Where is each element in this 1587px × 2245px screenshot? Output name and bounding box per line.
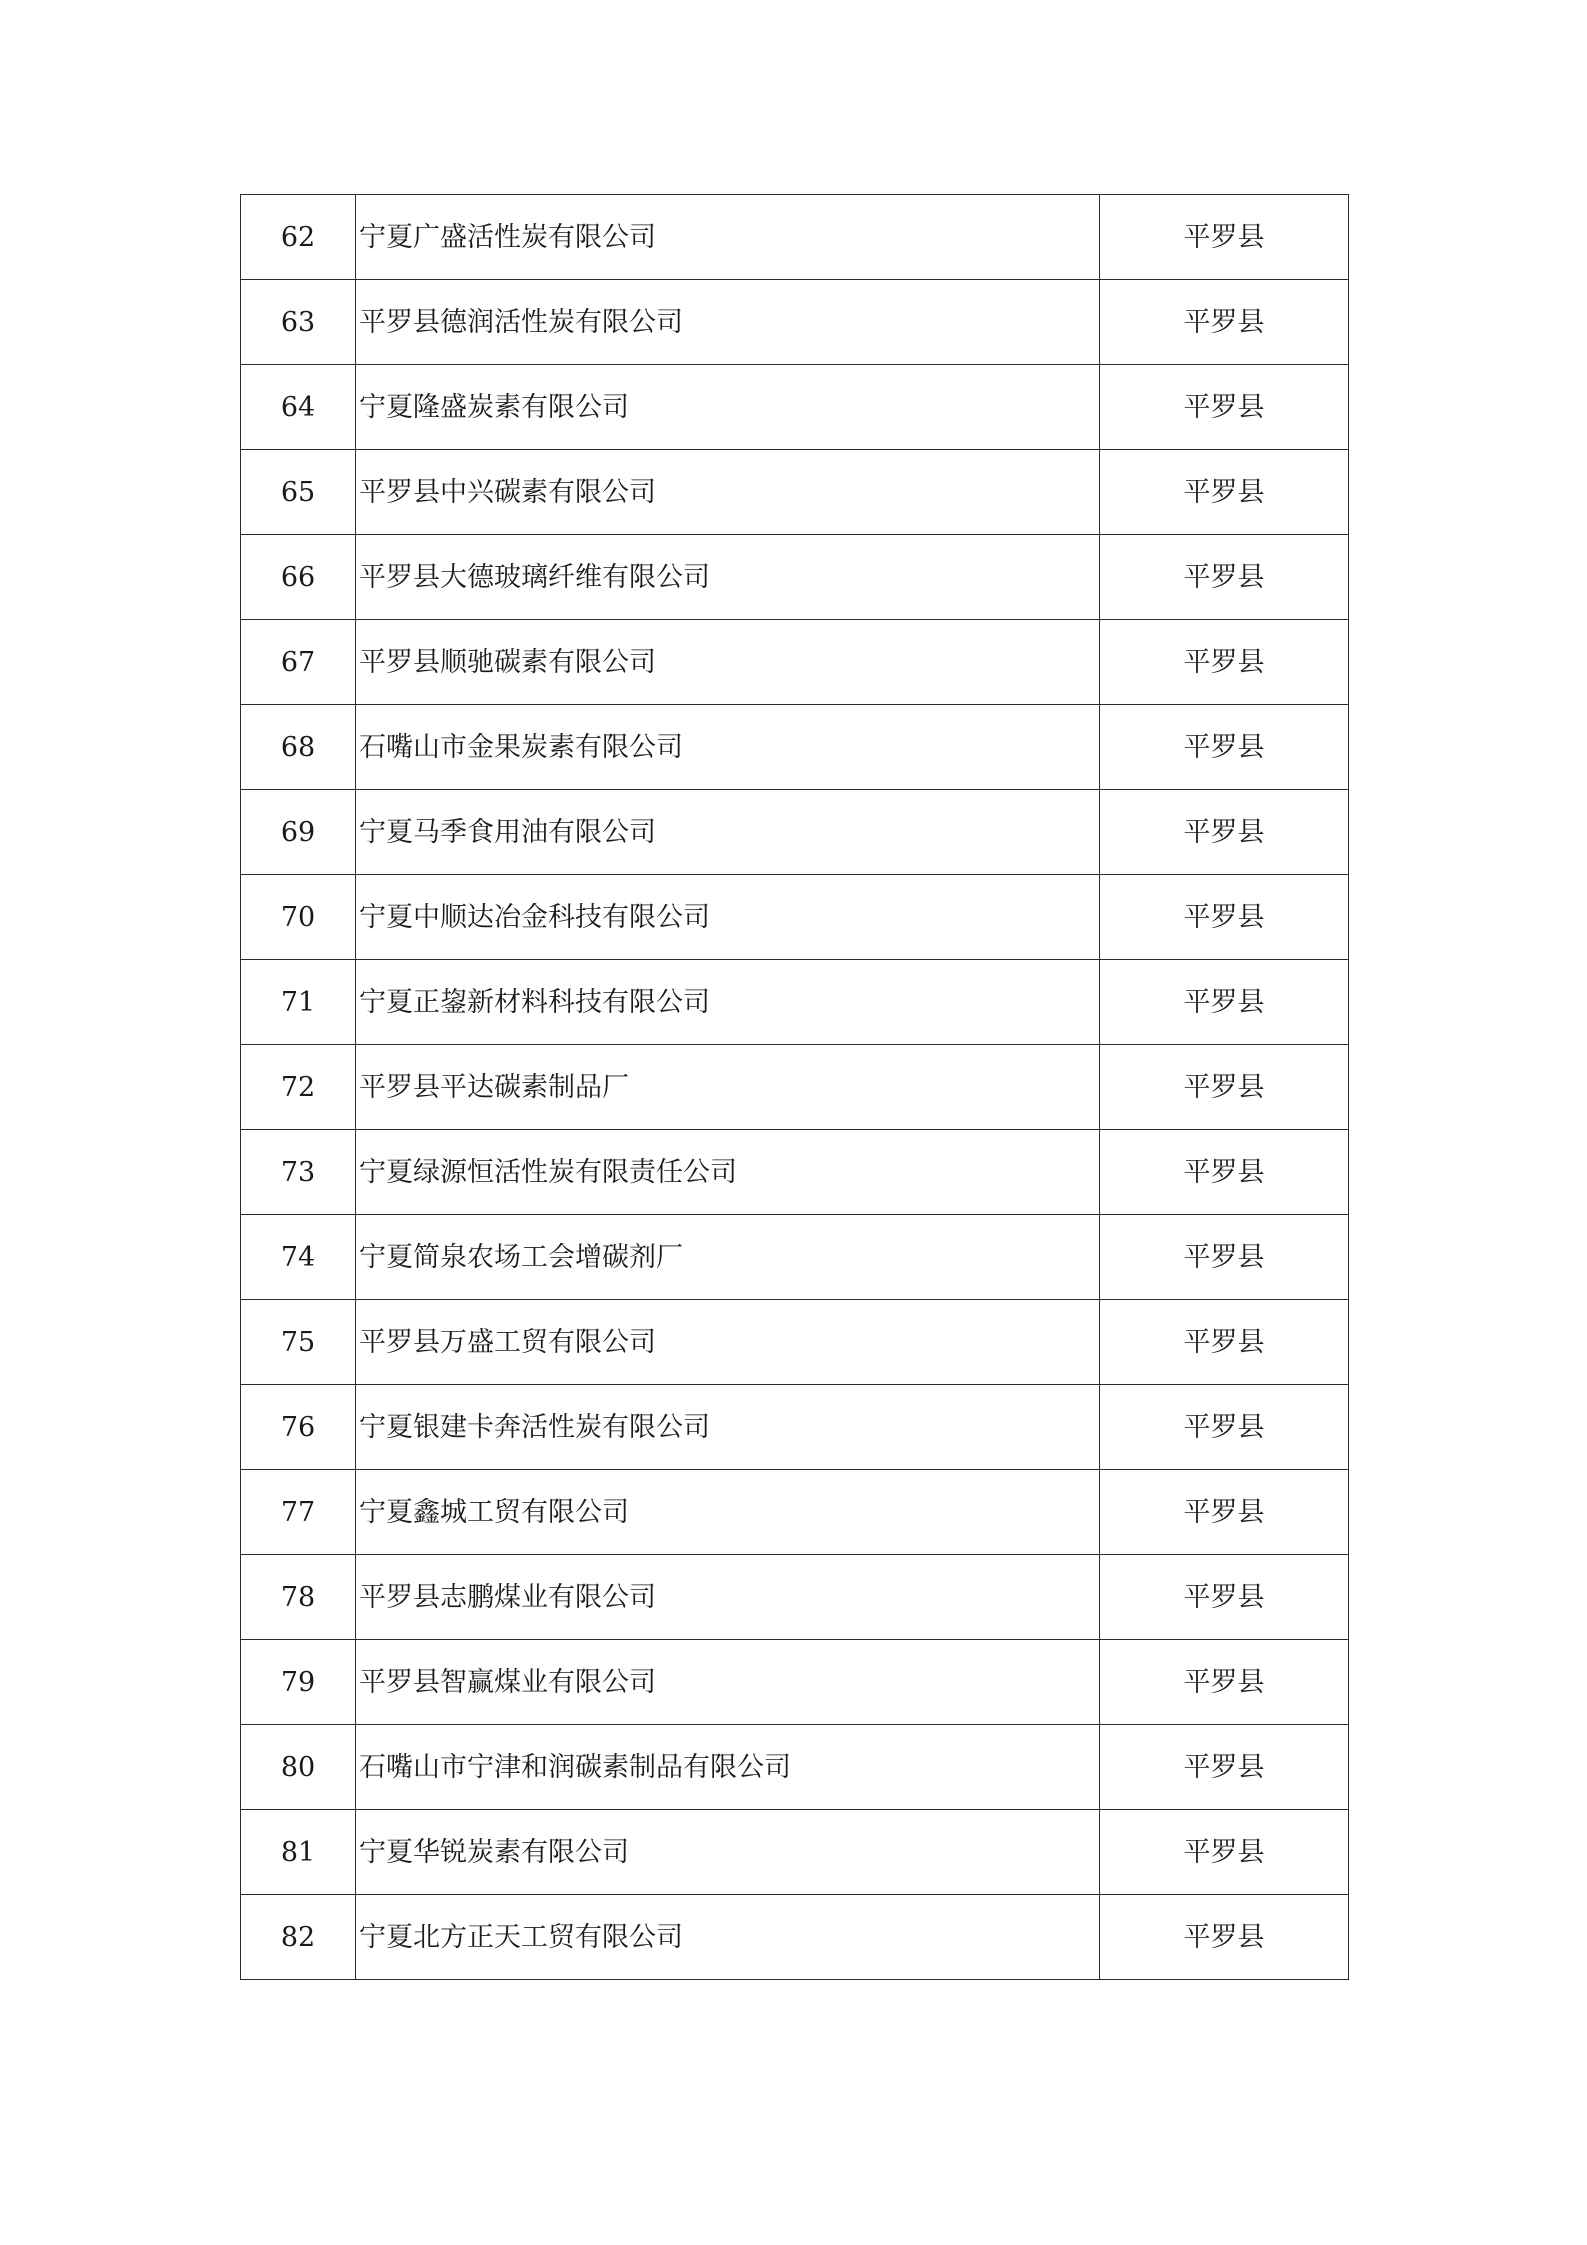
- county-name: 平罗县: [1100, 450, 1349, 535]
- company-name: 平罗县顺驰碳素有限公司: [356, 620, 1100, 705]
- row-number: 78: [241, 1555, 356, 1640]
- county-name: 平罗县: [1100, 365, 1349, 450]
- company-name: 平罗县德润活性炭有限公司: [356, 280, 1100, 365]
- company-name: 宁夏绿源恒活性炭有限责任公司: [356, 1130, 1100, 1215]
- county-name: 平罗县: [1100, 705, 1349, 790]
- company-name: 平罗县智赢煤业有限公司: [356, 1640, 1100, 1725]
- county-name: 平罗县: [1100, 1555, 1349, 1640]
- company-name: 宁夏隆盛炭素有限公司: [356, 365, 1100, 450]
- table-row: [241, 790, 1349, 875]
- table-row: [241, 1215, 1349, 1300]
- row-number: 72: [241, 1045, 356, 1130]
- county-name: 平罗县: [1100, 790, 1349, 875]
- company-name: 平罗县中兴碳素有限公司: [356, 450, 1100, 535]
- table-row: [241, 1470, 1349, 1555]
- table-row: [241, 1045, 1349, 1130]
- row-number: 69: [241, 790, 356, 875]
- row-number: 64: [241, 365, 356, 450]
- county-name: 平罗县: [1100, 1130, 1349, 1215]
- county-name: 平罗县: [1100, 1810, 1349, 1895]
- company-list-body: [241, 195, 1349, 1980]
- county-name: 平罗县: [1100, 875, 1349, 960]
- company-name: 宁夏简泉农场工会增碳剂厂: [356, 1215, 1100, 1300]
- company-name: 平罗县志鹏煤业有限公司: [356, 1555, 1100, 1640]
- table-row: [241, 1300, 1349, 1385]
- table-row: [241, 450, 1349, 535]
- table-row: [241, 1555, 1349, 1640]
- company-name: 宁夏鑫城工贸有限公司: [356, 1470, 1100, 1555]
- row-number: 79: [241, 1640, 356, 1725]
- company-name: 宁夏中顺达冶金科技有限公司: [356, 875, 1100, 960]
- row-number: 68: [241, 705, 356, 790]
- county-name: 平罗县: [1100, 620, 1349, 705]
- row-number: 74: [241, 1215, 356, 1300]
- row-number: 75: [241, 1300, 356, 1385]
- county-name: 平罗县: [1100, 1725, 1349, 1810]
- table-row: [241, 1385, 1349, 1470]
- county-name: 平罗县: [1100, 1300, 1349, 1385]
- county-name: 平罗县: [1100, 1640, 1349, 1725]
- table-row: [241, 705, 1349, 790]
- county-name: 平罗县: [1100, 535, 1349, 620]
- table-row: [241, 620, 1349, 705]
- company-name: 宁夏北方正天工贸有限公司: [356, 1895, 1100, 1980]
- row-number: 67: [241, 620, 356, 705]
- row-number: 65: [241, 450, 356, 535]
- county-name: 平罗县: [1100, 1215, 1349, 1300]
- row-number: 77: [241, 1470, 356, 1555]
- county-name: 平罗县: [1100, 280, 1349, 365]
- row-number: 80: [241, 1725, 356, 1810]
- table-row: [241, 1725, 1349, 1810]
- company-name: 平罗县大德玻璃纤维有限公司: [356, 535, 1100, 620]
- county-name: 平罗县: [1100, 1895, 1349, 1980]
- county-name: 平罗县: [1100, 1385, 1349, 1470]
- row-number: 76: [241, 1385, 356, 1470]
- county-name: 平罗县: [1100, 195, 1349, 280]
- company-name: 石嘴山市宁津和润碳素制品有限公司: [356, 1725, 1100, 1810]
- row-number: 73: [241, 1130, 356, 1215]
- table-row: [241, 1895, 1349, 1980]
- company-name: 宁夏正鋆新材料科技有限公司: [356, 960, 1100, 1045]
- row-number: 71: [241, 960, 356, 1045]
- table-row: [241, 1640, 1349, 1725]
- table-row: [241, 365, 1349, 450]
- table-row: [241, 1130, 1349, 1215]
- company-name: 宁夏银建卡奔活性炭有限公司: [356, 1385, 1100, 1470]
- row-number: 63: [241, 280, 356, 365]
- table-row: [241, 535, 1349, 620]
- table-row: [241, 875, 1349, 960]
- county-name: 平罗县: [1100, 1470, 1349, 1555]
- row-number: 66: [241, 535, 356, 620]
- company-name: 宁夏广盛活性炭有限公司: [356, 195, 1100, 280]
- county-name: 平罗县: [1100, 1045, 1349, 1130]
- company-name: 宁夏马季食用油有限公司: [356, 790, 1100, 875]
- row-number: 81: [241, 1810, 356, 1895]
- row-number: 62: [241, 195, 356, 280]
- company-name: 宁夏华锐炭素有限公司: [356, 1810, 1100, 1895]
- table-row: [241, 195, 1349, 280]
- company-name: 石嘴山市金果炭素有限公司: [356, 705, 1100, 790]
- table-row: [241, 1810, 1349, 1895]
- company-name: 平罗县万盛工贸有限公司: [356, 1300, 1100, 1385]
- company-list-table: [240, 194, 1349, 1980]
- row-number: 82: [241, 1895, 356, 1980]
- table-row: [241, 960, 1349, 1045]
- row-number: 70: [241, 875, 356, 960]
- county-name: 平罗县: [1100, 960, 1349, 1045]
- company-name: 平罗县平达碳素制品厂: [356, 1045, 1100, 1130]
- table-row: [241, 280, 1349, 365]
